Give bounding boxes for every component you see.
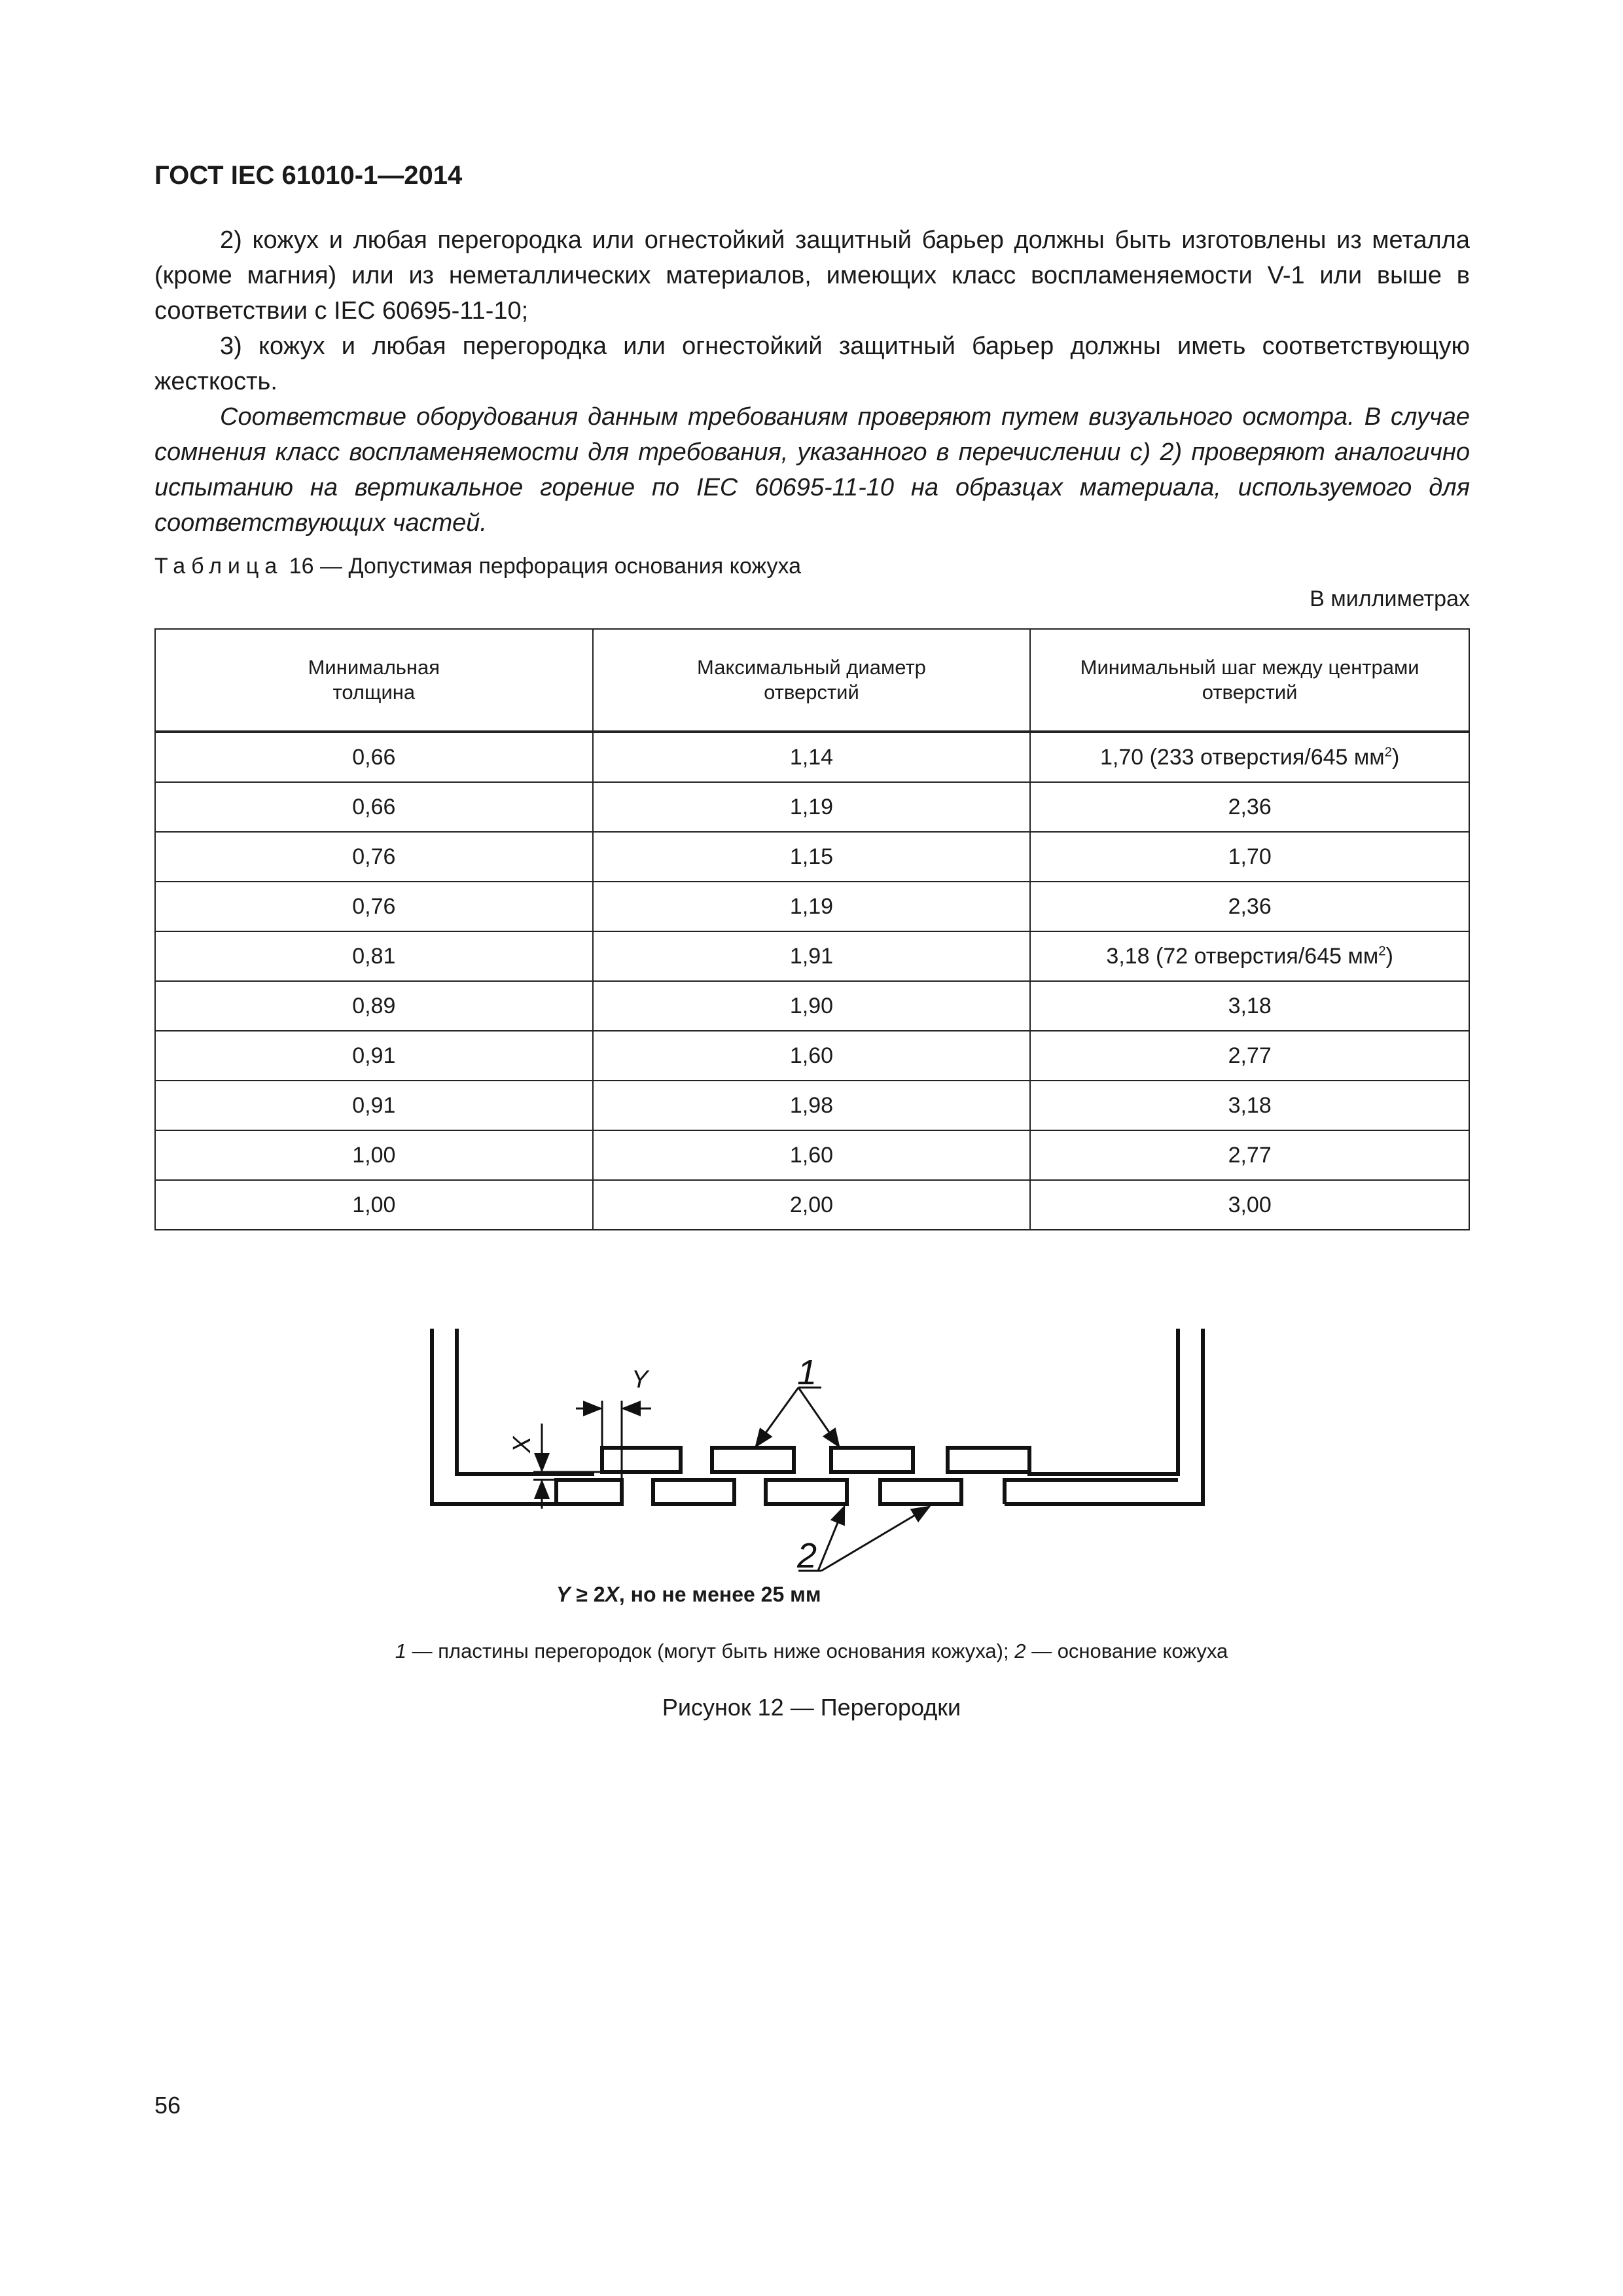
table-header-row — [155, 629, 1469, 732]
cell-pitch: 3,18 — [1030, 1081, 1469, 1130]
cell-thickness: 0,91 — [155, 1031, 593, 1081]
baffles-drawing — [393, 1329, 1230, 1577]
table-row — [155, 882, 1469, 931]
header-min-thickness: Минимальная толщина — [155, 629, 593, 732]
leader-1 — [756, 1388, 839, 1446]
table-row — [155, 1031, 1469, 1081]
perforation-table — [154, 628, 1470, 1230]
cell-diameter: 1,91 — [593, 931, 1031, 981]
cell-pitch: 1,70 (233 отверстия/645 $мм^2$) — [1030, 732, 1469, 782]
cell-pitch: 2,77 — [1030, 1031, 1469, 1081]
cell-thickness: 1,00 — [155, 1130, 593, 1180]
leader-2 — [798, 1507, 929, 1571]
table-caption-text: 16 — Допустимая перфорация основания кожуха — [283, 554, 802, 579]
table-row — [155, 732, 1469, 782]
cell-diameter: 1,14 — [593, 732, 1031, 782]
cell-diameter: 1,15 — [593, 832, 1031, 882]
label-1: 1 — [797, 1353, 817, 1392]
cell-pitch: 2,36 — [1030, 782, 1469, 832]
page-number: 56 — [154, 2092, 181, 2119]
cell-pitch: 2,36 — [1030, 882, 1469, 931]
baffle-plates — [602, 1448, 1029, 1472]
cell-thickness: 0,76 — [155, 832, 593, 882]
header-min-pitch: Минимальный шаг между центрами отверстий — [1030, 629, 1469, 732]
cell-thickness: 0,66 — [155, 782, 593, 832]
cell-thickness: 0,66 — [155, 732, 593, 782]
figure-condition: Y ≥ 2X, но не менее 25 мм — [556, 1583, 821, 1606]
compliance-paragraph — [154, 399, 1470, 541]
header-max-diameter: Максимальный диаметр отверстий — [593, 629, 1031, 732]
paragraph-item-3 — [154, 329, 1470, 399]
table-row — [155, 1180, 1469, 1230]
compliance-text: Соответствие оборудования данным требованиям проверяют путем визуального осмотра. В случае сомнения класс воспламеняемости для требования, указанного в перечислении c) 2) проверяют аналогично испытанию на вертикальное горение по IEC 60695-11-10 на образцах материала, используемого для соответствующих частей. — [154, 403, 1470, 537]
cell-diameter: 1,90 — [593, 981, 1031, 1031]
cell-thickness: 0,89 — [155, 981, 593, 1031]
table-row — [155, 931, 1469, 981]
label-2: 2 — [797, 1536, 817, 1575]
cell-diameter: 1,19 — [593, 882, 1031, 931]
table-caption — [154, 554, 801, 579]
table-row — [155, 832, 1469, 882]
cell-pitch: 1,70 — [1030, 832, 1469, 882]
table-row — [155, 1130, 1469, 1180]
table-row — [155, 782, 1469, 832]
baffles-figure — [393, 1329, 1230, 1581]
cell-diameter: 2,00 — [593, 1180, 1031, 1230]
cell-thickness: 0,76 — [155, 882, 593, 931]
cell-thickness: 1,00 — [155, 1180, 593, 1230]
enclosure-bottom-plates — [556, 1480, 1178, 1504]
paragraph-item-2-text: 2) кожух и любая перегородка или огнестойкий защитный барьер должны быть изготовлены из металла (кроме магния) или из неметаллических материалов, имеющих класс воспламеняемости V-1 или выше в соответствии с IEC 60695-11-10; — [154, 226, 1470, 325]
label-y: Y — [632, 1366, 649, 1393]
cell-thickness: 0,81 — [155, 931, 593, 981]
figure-caption: Рисунок 12 — Перегородки — [662, 1694, 961, 1721]
paragraph-item-2 — [154, 223, 1470, 329]
cell-diameter: 1,60 — [593, 1130, 1031, 1180]
cell-diameter: 1,60 — [593, 1031, 1031, 1081]
cell-diameter: 1,19 — [593, 782, 1031, 832]
cell-thickness: 0,91 — [155, 1081, 593, 1130]
table-caption-label: Таблица — [154, 554, 283, 579]
table-row — [155, 1081, 1469, 1130]
cell-pitch: 2,77 — [1030, 1130, 1469, 1180]
figure-legend: 1 — пластины перегородок (могут быть ниже основания кожуха); 2 — основание кожуха — [395, 1640, 1228, 1662]
label-x: X — [508, 1436, 536, 1453]
table-row — [155, 981, 1469, 1031]
document-header: ГОСТ IEC 61010-1—2014 — [154, 161, 463, 190]
paragraph-item-3-text: 3) кожух и любая перегородка или огнестойкий защитный барьер должны иметь соответствующую жесткость. — [154, 332, 1470, 395]
cell-pitch: 3,18 (72 отверстия/645 $мм^2$) — [1030, 931, 1469, 981]
table-unit: В миллиметрах — [1310, 586, 1470, 611]
cell-pitch: 3,00 — [1030, 1180, 1469, 1230]
cell-diameter: 1,98 — [593, 1081, 1031, 1130]
cell-pitch: 3,18 — [1030, 981, 1469, 1031]
